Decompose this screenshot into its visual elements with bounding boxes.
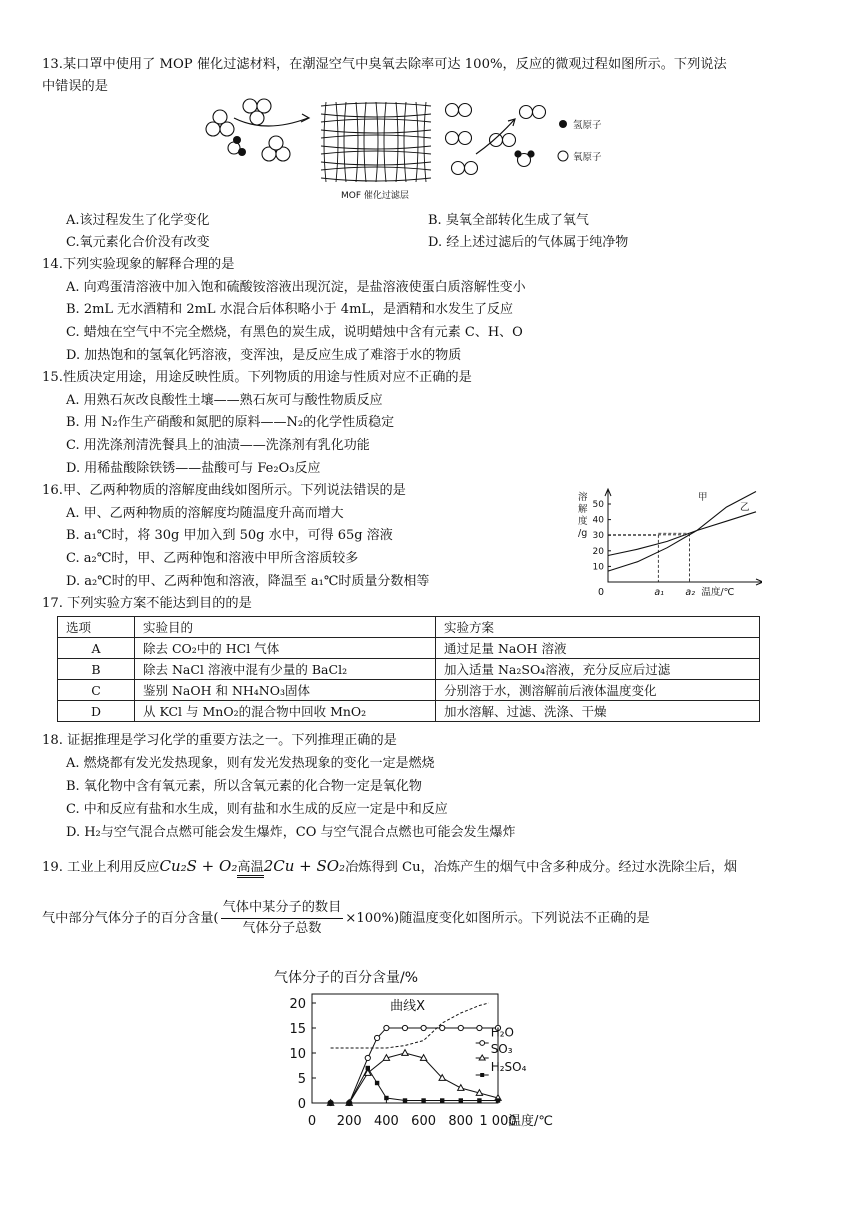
point-h2so4 <box>384 1096 388 1100</box>
legend-h2so4: H₂SO₄ <box>490 1060 527 1074</box>
y-tick-label: 50 <box>592 500 604 510</box>
point-h2so4 <box>328 1101 332 1105</box>
y-tick-label: 20 <box>289 997 306 1012</box>
series-so3-line <box>331 1053 498 1103</box>
point-so3 <box>402 1050 408 1056</box>
q16-option-d: D. a₂℃时的甲、乙两种饱和溶液，降温至 a₁℃时质量分数相等 <box>66 574 430 589</box>
q17-stem: 17. 下列实验方案不能达到目的的是 <box>42 596 252 611</box>
legend-so3: SO₃ <box>490 1042 513 1056</box>
point-h2so4 <box>496 1098 500 1102</box>
point-h2so4 <box>440 1098 444 1102</box>
point-h2so4 <box>375 1081 379 1085</box>
q19-prefix: 19. 工业上利用反应 <box>42 860 160 875</box>
q13-figure-caption: MOF 催化过滤层 <box>341 191 409 201</box>
x-tick-label: 0 <box>307 1114 317 1129</box>
q15-stem: 15.性质决定用途，用途反映性质。下列物质的用途与性质对应不正确的是 <box>42 370 472 385</box>
q16-option-c: C. a₂℃时，甲、乙两种饱和溶液中甲所含溶质较多 <box>66 551 359 566</box>
q15-option-b: B. 用 N₂作生产硝酸和氮肥的原料——N₂的化学性质稳定 <box>66 415 395 430</box>
point-h2o <box>458 1025 463 1030</box>
row-c-plan: 分别溶于水，测溶解前后液体温度变化 <box>436 680 760 701</box>
legend-hydrogen: 氢原子 <box>573 120 602 131</box>
q16-stem: 16.甲、乙两种物质的溶解度曲线如图所示。下列说法错误的是 <box>42 483 406 498</box>
annotation-curve-x: 曲线X <box>390 999 426 1014</box>
q13-option-b: B. 臭氧全部转化生成了氧气 <box>428 213 589 228</box>
q16-option-b: B. a₁℃时，将 30g 甲加入到 50g 水中，可得 65g 溶液 <box>66 528 393 543</box>
q18-stem: 18. 证据推理是学习化学的重要方法之一。下列推理正确的是 <box>42 733 397 748</box>
q18-option-c: C. 中和反应有盐和水生成，则有盐和水生成的反应一定是中和反应 <box>66 802 448 817</box>
legend-h2o: H₂O <box>490 1025 514 1040</box>
y-tick-label: 30 <box>592 531 604 542</box>
q15-option-a: A. 用熟石灰改良酸性土壤——熟石灰可与酸性物质反应 <box>66 393 383 408</box>
y-tick-label: 5 <box>297 1072 306 1087</box>
point-h2o <box>365 1055 370 1060</box>
row-b-purpose: 除去 NaCl 溶液中混有少量的 BaCl₂ <box>135 659 436 680</box>
row-a-purpose: 除去 CO₂中的 HCl 气体 <box>135 638 436 659</box>
table-row <box>58 701 760 722</box>
q13-option-d: D. 经上述过滤后的气体属于纯净物 <box>428 235 629 250</box>
row-c-option: C <box>58 680 135 701</box>
y-tick-label: 40 <box>592 515 604 526</box>
fraction-denominator: 气体分子总数 <box>242 921 322 936</box>
point-h2o <box>477 1025 482 1030</box>
q19-equation-left: Cu₂S + O₂ <box>159 857 238 875</box>
series-jia-label: 甲 <box>698 492 708 503</box>
fraction-numerator: 气体中某分子的数目 <box>221 898 344 919</box>
legend-h2o-mark <box>480 1041 485 1046</box>
q19-line2-post: 随温度变化如图所示。下列说法不正确的是 <box>399 911 650 926</box>
q13-stem-line1: 13.某口罩中使用了 MOP 催化过滤材料，在潮湿空气中臭氧去除率可达 100%，反应的微观过程如图所示。下列说法 <box>42 57 727 72</box>
y-tick-label: 15 <box>289 1022 306 1037</box>
header-purpose: 实验目的 <box>135 617 436 638</box>
x-tick-label: 200 <box>336 1114 362 1129</box>
x-axis-label: 温度/℃ <box>701 587 735 598</box>
q15-option-c: C. 用洗涤剂清洗餐具上的油渍——洗涤剂有乳化功能 <box>66 438 370 453</box>
row-b-option: B <box>58 659 135 680</box>
q14-option-c: C. 蜡烛在空气中不完全燃烧，有黑色的炭生成，说明蜡烛中含有元素 C、H、O <box>66 325 523 340</box>
point-h2o <box>402 1025 407 1030</box>
point-h2o <box>421 1025 426 1030</box>
guide-a1 <box>608 535 658 582</box>
point-h2so4 <box>366 1066 370 1070</box>
origin-label: 0 <box>598 587 605 598</box>
point-h2so4 <box>421 1098 425 1102</box>
q19-multiplier: ×100%) <box>345 911 400 926</box>
y-axis-label-char: 解 <box>578 504 588 515</box>
q19-equation-right: 2Cu + SO₂ <box>263 857 346 875</box>
q18-option-b: B. 氧化物中含有氧元素，所以含氧元素的化合物一定是氧化物 <box>66 779 422 794</box>
q14-option-a: A. 向鸡蛋清溶液中加入饱和硫酸铵溶液出现沉淀，是盐溶液使蛋白质溶解性变小 <box>66 280 526 295</box>
x-tick-label: 400 <box>373 1114 399 1129</box>
row-a-option: A <box>58 638 135 659</box>
solubility-chart <box>572 478 762 604</box>
x-tick-label: 1 000 <box>479 1114 517 1129</box>
row-d-plan: 加水溶解、过滤、洗涤、干燥 <box>436 701 760 722</box>
table-row <box>58 659 760 680</box>
q19-line2-pre: 气中部分气体分子的百分含量( <box>42 911 219 926</box>
row-b-plan: 加入适量 Na₂SO₄溶液，充分反应后过滤 <box>436 659 760 680</box>
row-c-purpose: 鉴别 NaOH 和 NH₄NO₃固体 <box>135 680 436 701</box>
table-header-row <box>58 617 760 638</box>
row-d-option: D <box>58 701 135 722</box>
point-h2so4 <box>459 1098 463 1102</box>
mof-mesh <box>321 102 431 182</box>
q19-fraction <box>221 898 344 939</box>
point-h2o <box>384 1025 389 1030</box>
x-axis-label: 温度/℃ <box>508 1114 553 1129</box>
point-h2o <box>440 1025 445 1030</box>
y-axis-label-char: /g <box>578 528 588 539</box>
point-h2so4 <box>347 1101 351 1105</box>
point-h2so4 <box>477 1098 481 1102</box>
table-row <box>58 680 760 701</box>
q13-stem-line2: 中错误的是 <box>42 79 108 94</box>
q13-molecule-figure <box>196 96 636 204</box>
x-tick-label: 600 <box>411 1114 437 1129</box>
q19-stem-line2 <box>42 898 650 939</box>
legend-oxygen: 氧原子 <box>573 152 602 163</box>
legend-h2so4-mark <box>480 1073 484 1077</box>
series-yi-label: 乙 <box>740 501 750 513</box>
q18-option-d: D. H₂与空气混合点燃可能会发生爆炸，CO 与空气混合点燃也可能会发生爆炸 <box>66 825 516 840</box>
q14-stem: 14.下列实验现象的解释合理的是 <box>42 257 235 272</box>
q17-table <box>57 616 760 722</box>
y-axis-label-char: 溶 <box>578 492 588 503</box>
y-axis-label-char: 度 <box>578 516 588 527</box>
y-tick-label: 20 <box>592 546 604 557</box>
y-tick-label: 10 <box>592 562 604 573</box>
row-a-plan: 通过足量 NaOH 溶液 <box>436 638 760 659</box>
q15-option-d: D. 用稀盐酸除铁锈——盐酸可与 Fe₂O₃反应 <box>66 461 321 476</box>
point-h2o <box>375 1035 380 1040</box>
q14-option-b: B. 2mL 无水酒精和 2mL 水混合后体积略小于 4mL，是酒精和水发生了反应 <box>66 302 514 317</box>
q19-suffix: 冶炼得到 Cu，冶炼产生的烟气中含多种成分。经过水洗除尘后，烟 <box>345 860 738 875</box>
point-h2so4 <box>403 1098 407 1102</box>
header-option: 选项 <box>58 617 135 638</box>
chart-title: 气体分子的百分含量/% <box>274 970 419 986</box>
y-tick-label: 10 <box>289 1047 306 1062</box>
series-jia-line <box>608 492 756 572</box>
q19-equation-condition: 高温 <box>237 860 263 878</box>
y-tick-label: 0 <box>297 1097 306 1112</box>
x-tick-a2: a₂ <box>685 587 696 598</box>
q18-option-a: A. 燃烧都有发光发热现象，则有发光发热现象的变化一定是燃烧 <box>66 756 435 771</box>
x-tick-a1: a₁ <box>654 587 664 598</box>
header-plan: 实验方案 <box>436 617 760 638</box>
gas-content-chart <box>262 960 562 1140</box>
x-tick-label: 800 <box>448 1114 474 1129</box>
q14-option-d: D. 加热饱和的氢氧化钙溶液，变浑浊，是反应生成了难溶于水的物质 <box>66 348 462 363</box>
axis-lines <box>608 490 762 582</box>
point-so3 <box>458 1085 464 1091</box>
q16-option-a: A. 甲、乙两种物质的溶解度均随温度升高而增大 <box>66 506 344 521</box>
table-row <box>58 638 760 659</box>
row-d-purpose: 从 KCl 与 MnO₂的混合物中回收 MnO₂ <box>135 701 436 722</box>
q13-option-c: C.氧元素化合价没有改变 <box>66 235 210 250</box>
q13-option-a: A.该过程发生了化学变化 <box>66 213 210 228</box>
series-yi-line <box>608 512 756 556</box>
series-h2so4-line <box>331 1068 498 1103</box>
q19-stem-line1 <box>42 855 737 879</box>
